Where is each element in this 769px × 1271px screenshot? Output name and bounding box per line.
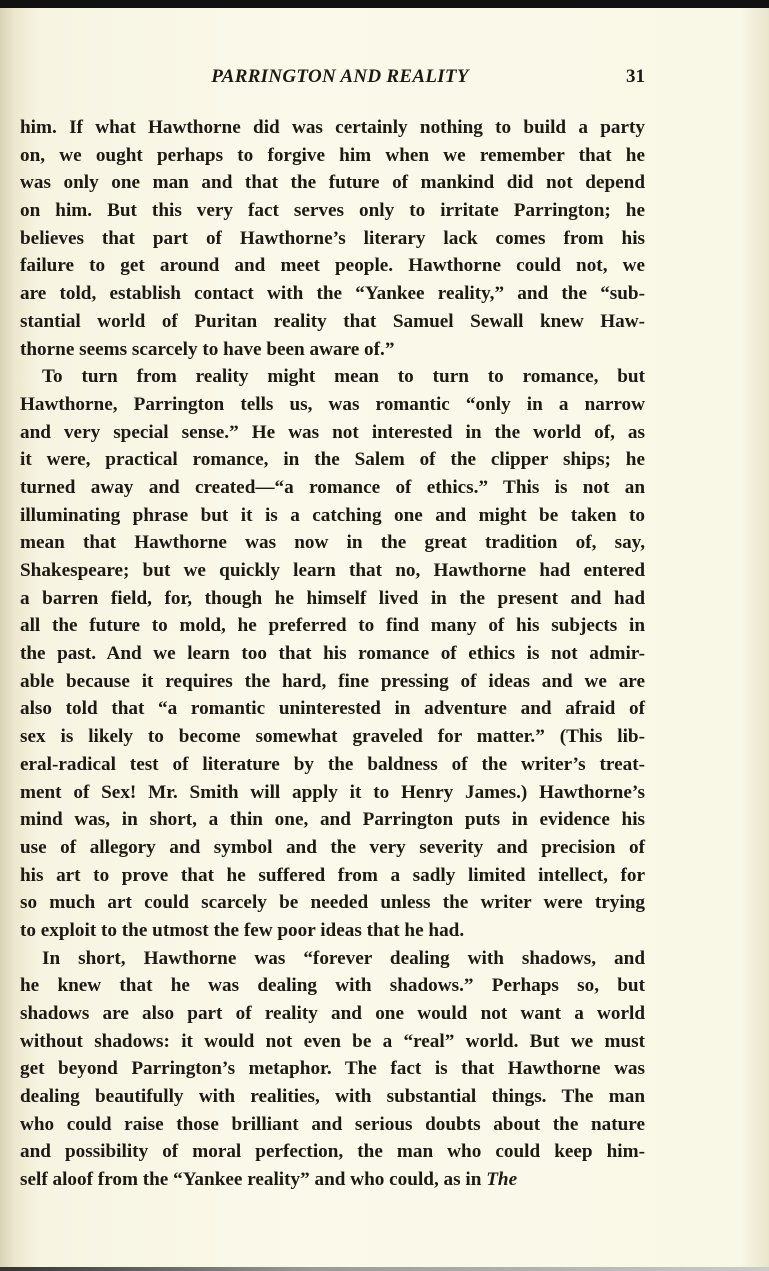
text-line: he knew that he was dealing with shadows.” Perhaps so, but — [20, 975, 645, 997]
page-number: 31 — [626, 66, 645, 87]
text-line: him. If what Hawthorne did was certainly nothing to build a party — [20, 117, 645, 138]
text-line: and very special sense.” He was not interested in the world of, as — [20, 421, 645, 443]
italic-title-word: The — [486, 1169, 518, 1191]
body-text — [20, 114, 645, 1194]
text-line: thorne seems scarcely to have been aware of.” — [20, 338, 395, 360]
text-line: Shakespeare; but we quickly learn that no, Hawthorne had entered — [20, 560, 645, 581]
text-line: to exploit to the utmost the few poor ideas that he had. — [20, 919, 465, 941]
text-line: self aloof from the “Yankee reality” and who could, as in The — [20, 1169, 518, 1191]
text-line: a barren field, for, though he himself lived in the present and had — [20, 587, 645, 609]
text-line: eral-radical test of literature by the baldness of the writer’s treat- — [20, 753, 645, 775]
text-line: mean that Hawthorne was now in the great tradition of, say, — [20, 532, 645, 554]
paragraph — [20, 363, 645, 944]
text-line: To turn from reality might mean to turn to romance, but — [42, 366, 645, 388]
scan-top-edge — [0, 0, 769, 8]
text-line: Hawthorne, Parrington tells us, was romantic “only in a narrow — [20, 393, 645, 415]
text-line: sex is likely to become somewhat graveled for matter.” (This lib- — [20, 726, 645, 748]
text-line: In short, Hawthorne was “forever dealing with shadows, and — [42, 947, 645, 969]
text-line: it were, practical romance, in the Salem of the clipper ships; he — [20, 449, 645, 471]
text-line: was only one man and that the future of mankind did not depend — [20, 172, 645, 194]
page-header — [20, 66, 645, 96]
text-line: use of allegory and symbol and the very severity and precision of — [20, 836, 645, 858]
text-line: and possibility of moral perfection, the man who could keep him- — [20, 1141, 645, 1163]
text-line: on him. But this very fact serves only to irritate Parrington; he — [20, 200, 645, 222]
text-line: also told that “a romantic uninterested in adventure and afraid of — [20, 698, 645, 720]
text-line: failure to get around and meet people. Hawthorne could not, we — [20, 255, 645, 277]
text-line: mind was, in short, a thin one, and Parrington puts in evidence his — [20, 809, 645, 831]
text-line: are told, establish contact with the “Yankee reality,” and the “sub- — [20, 283, 645, 305]
paragraph — [20, 945, 645, 1194]
paragraph — [20, 114, 645, 363]
text-line: on, we ought perhaps to forgive him when we remember that he — [20, 144, 645, 166]
text-line: illuminating phrase but it is a catching one and might be taken to — [20, 504, 645, 526]
text-line: his art to prove that he suffered from a sadly limited intellect, for — [20, 864, 645, 886]
text-line: who could raise those brilliant and serious doubts about the nature — [20, 1113, 645, 1135]
running-title: PARRINGTON AND REALITY — [211, 66, 469, 87]
text-line: so much art could scarcely be needed unless the writer were trying — [20, 892, 645, 914]
text-line: believes that part of Hawthorne’s literary lack comes from his — [20, 227, 645, 249]
text-line: stantial world of Puritan reality that Samuel Sewall knew Haw- — [20, 310, 645, 332]
text-line: turned away and created—“a romance of ethics.” This is not an — [20, 476, 645, 498]
scan-bottom-edge — [0, 1267, 769, 1271]
text-line: without shadows: it would not even be a “real” world. But we must — [20, 1030, 645, 1052]
text-line: get beyond Parrington’s metaphor. The fact is that Hawthorne was — [20, 1058, 645, 1080]
text-line: dealing beautifully with realities, with substantial things. The man — [20, 1086, 645, 1108]
text-line: ment of Sex! Mr. Smith will apply it to Henry James.) Hawthorne’s — [20, 781, 645, 803]
text-line: all the future to mold, he preferred to find many of his subjects in — [20, 615, 645, 637]
text-line: shadows are also part of reality and one would not want a world — [20, 1003, 645, 1024]
text-line: able because it requires the hard, fine pressing of ideas and we are — [20, 670, 645, 692]
text-line: the past. And we learn too that his romance of ethics is not admir- — [20, 643, 645, 665]
